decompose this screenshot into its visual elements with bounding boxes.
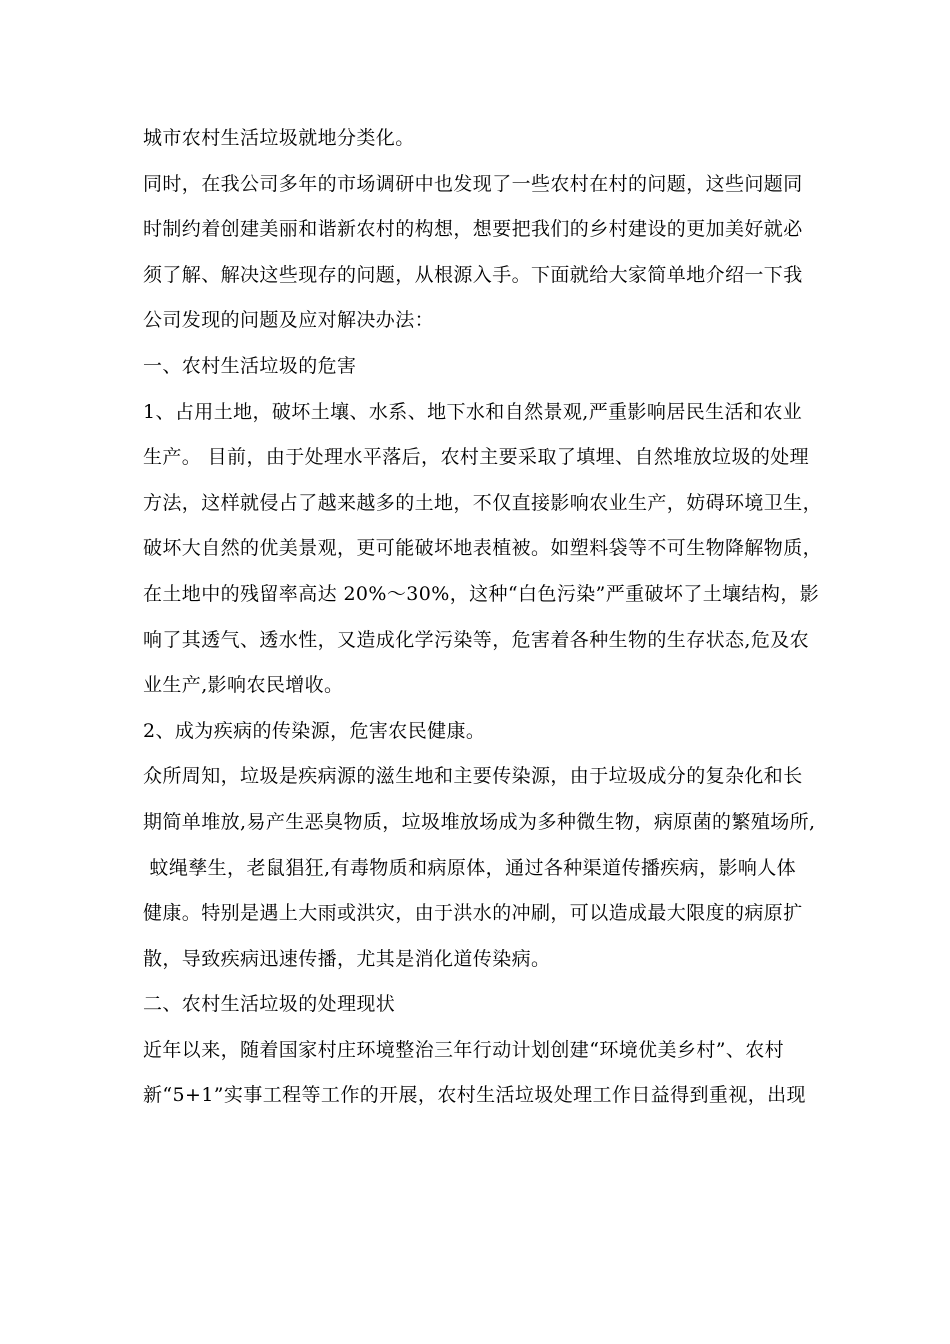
text-line: 健康。特别是遇上大雨或洪灾，由于洪水的冲刷，可以造成最大限度的病原扩 [143,902,803,925]
text-line: 期简单堆放,易产生恶臭物质，垃圾堆放场成为多种微生物，病原菌的繁殖场所, [143,810,816,833]
text-line: 新“5+1”实事工程等工作的开展，农村生活垃圾处理工作日益得到重视，出现 [143,1084,806,1107]
text-line: 须了解、解决这些现存的问题，从根源入手。下面就给大家简单地介绍一下我 [143,263,803,286]
text-line: 响了其透气、透水性，又造成化学污染等，危害着各种生物的生存状态,危及农 [143,628,810,651]
text-line: 在土地中的残留率高达 20%～30%，这种“白色污染”严重破坏了土壤结构，影 [143,582,820,605]
text-line: 蚊绳孳生，老鼠猖狂,有毒物质和病原体，通过各种渠道传播疾病，影响人体 [143,856,797,879]
text-line: 时制约着创建美丽和谐新农村的构想，想要把我们的乡村建设的更加美好就必 [143,218,803,241]
document-body [143,116,823,1119]
text-line: 近年以来，随着国家村庄环境整治三年行动计划创建“环境优美乡村”、农村 [143,1038,785,1061]
text-line: 方法，这样就侵占了越来越多的土地，不仅直接影响农业生产，妨碍环境卫生， [143,491,823,514]
text-line: 生产。 目前，由于处理水平落后，农村主要采取了填埋、自然堆放垃圾的处理 [143,446,810,469]
text-line: 众所周知，垃圾是疾病源的滋生地和主要传染源，由于垃圾成分的复杂化和长 [143,765,803,788]
section-heading: 一、农村生活垃圾的危害 [143,354,357,377]
text-line: 城市农村生活垃圾就地分类化。 [143,127,415,149]
text-line: 同时，在我公司多年的市场调研中也发现了一些农村在村的问题，这些问题同 [143,172,803,195]
subsection-heading: 2、成为疾病的传染源，危害农民健康。 [143,719,486,742]
text-line: 1、占用土地，破坏土壤、水系、地下水和自然景观,严重影响居民生活和农业 [143,400,803,423]
text-line: 散，导致疾病迅速传播，尤其是消化道传染病。 [143,947,551,970]
text-line: 破坏大自然的优美景观，更可能破坏地表植被。如塑料袋等不可生物降解物质， [143,537,823,560]
text-line: 公司发现的问题及应对解决办法： [143,309,435,332]
section-heading: 二、农村生活垃圾的处理现状 [143,993,396,1016]
text-line: 业生产,影响农民增收。 [143,674,344,697]
